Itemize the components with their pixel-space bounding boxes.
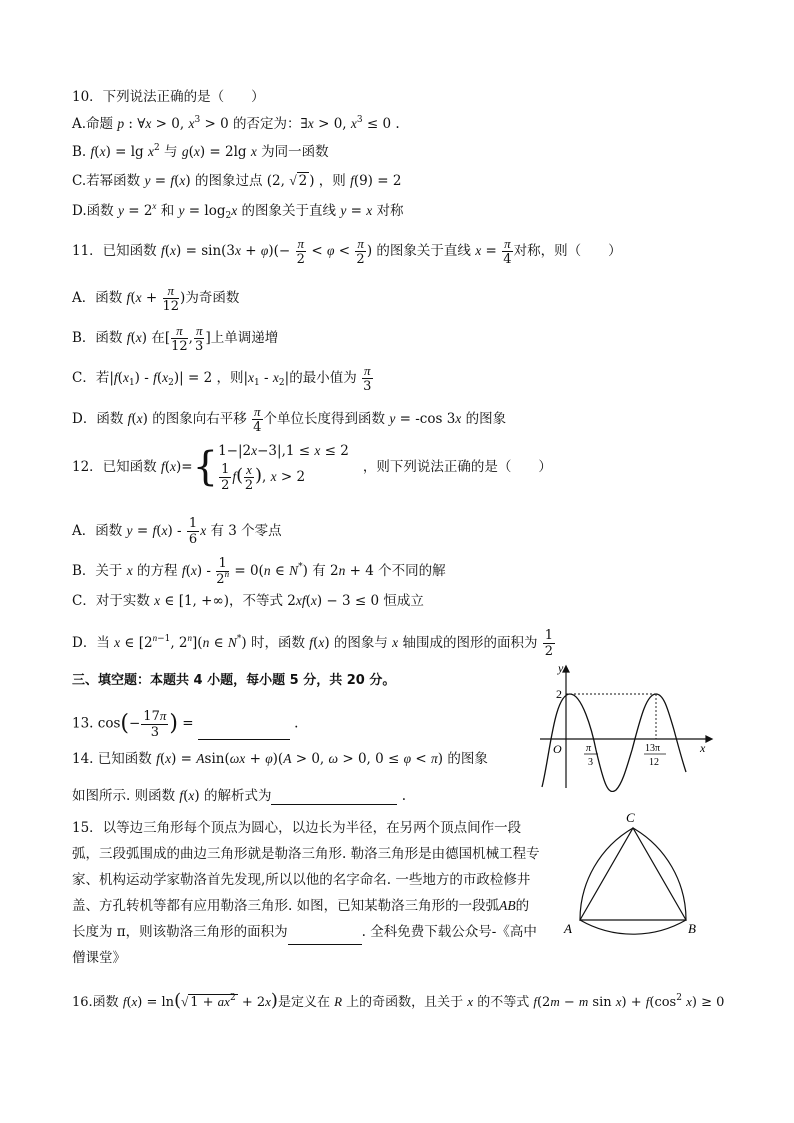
inner-triangle [580,828,686,920]
x-axis-arrow [706,736,712,742]
tick2-den: 12 [649,757,659,768]
q16: 16.函数 f(x) = ln(√ $1 + ax^2 + 2x$)是定义在 R 上的奇函数，且关于 x 的不等式 f(2m − m $\sin x) + f(\cos^2$ x) ≥ 0 [72,990,725,1011]
q11-stem: 11．已知函数 f(x) = sin(3x + φ)(− $\frac{\pi}{2}$ < φ < $\frac{\pi}{2}$ ) 的图象关于直线 x = $\frac{\pi}{4}$ 对称，则（ ） [72,236,622,267]
q11-option-b: B．函数 f(x) 在[ $\frac{\pi}{12}$ , $\frac{\pi}{3}$ ]上单调递增 [72,323,279,354]
q12-stem: 12．已知函数 f(x)={ 1−|2x−3|,1 ≤ x ≤ 2 $\frac{1}{2}$ f( $\frac{x}{2}$ ), x > 2 ，则下列说法正确的是（ ） [72,443,552,493]
q11-option-d: D．函数 f(x) 的图象向右平移 $\frac{\pi}{4}$ 个单位长度得到函数 y = -cos 3x 的图象 [72,404,507,435]
tick1-num: π [586,743,592,754]
q10-option-c: C.若幂函数 y = f(x) 的图象过点 (2, √ 2 ) ，则 f(9) = 2 [72,173,402,189]
tick2-num: 13π [645,743,661,754]
vertex-c-label: C [626,810,635,825]
origin-label: O [553,742,562,756]
section-3-heading: 三、填空题：本题共 4 小题，每小题 5 分，共 20 分。 [72,673,396,688]
q14-answer-blank[interactable] [271,790,397,805]
peak-label: 2 [556,687,562,701]
q14-line1: 14. 已知函数 f(x) = Asin(ωx + φ)(A > 0, ω > 0, 0 ≤ φ < π) 的图象 [72,751,488,767]
reuleaux-triangle [560,808,710,940]
arc-ab [580,920,686,934]
sine-curve [542,694,686,791]
q15-answer-blank[interactable] [288,928,362,945]
q12-option-d: D．当 x ∈ [$2^{n-1}$, 2$^n$](n ∈ N*) 时，函数 f(x) 的图象与 x 轴围成的图形的面积为 $\frac{1}{2}$ [72,628,554,659]
q12-option-c: C．对于实数 x ∈ [1, +∞)，不等式 2xf(x) − 3 ≤ 0 恒成立 [72,593,424,609]
vertex-a-label: A [564,921,572,936]
q10-option-b: B. $f(x) = \lg x^2$ 与 g(x) = 2lg x 为同一函数 [72,143,329,160]
q12-option-a: A．函数 y = f(x) - $\frac{1}{6}$ x 有 3 个零点 [72,516,282,547]
q11-option-a: A．函数 f(x + $\frac{\pi}{12}$ )为奇函数 [72,283,240,314]
q15-arc-label: AB [499,898,516,913]
q12-option-b: B．关于 x 的方程 f(x) - $\frac{1}{2^n}$ = 0(n ∈ N*) 有 2n + 4 个不同的解 [72,556,446,587]
q13: 13. cos(− $\frac{17\pi}{3}$ ) = . [72,708,299,740]
y-axis-label: y [558,661,564,675]
q10-stem: 10．下列说法正确的是（ ） [72,89,265,105]
tick1-den: 3 [588,757,593,768]
q11-option-c: C．若$|f(x_1) - f(x_2)| = 2$ ，则$|x_1 - x_2|$的最小值为 $\frac{\pi}{3}$ [72,363,372,394]
sine-graph [536,660,716,792]
x-axis-label: x [700,741,706,755]
q15-text: 15．以等边三角形每个顶点为圆心，以边长为半径，在另两个顶点间作一段弧，三段弧围成的曲边三角形就是勒洛三角形. 勒洛三角形是由德国机械工程专家、机构运动学家勒洛首先发现,所以以他的名字命名. 一些地方的市政检修井盖、方孔转机等都有应用勒洛三角形. 如图，已知某勒洛三角形的一段弧AB的长度为 π，则该勒洛三角形的面积为 . 全科免费下载公众号-《高中僧课堂》 [72,820,540,966]
q10-option-a: A.命题 p : ∀x > 0, $x^3 > 0$ 的否定为：∃x > 0, $x^3 \le 0$ . [72,115,400,132]
y-axis-arrow [563,666,569,672]
q10-option-d: D.函数 $y = 2^x$ 和 $y = \log_2x$ 的图象关于直线 y = x 对称 [72,201,404,221]
q14-line2: 如图所示. 则函数 f(x) 的解析式为 . [72,788,407,804]
q13-answer-blank[interactable] [198,725,290,740]
vertex-b-label: B [688,921,696,936]
